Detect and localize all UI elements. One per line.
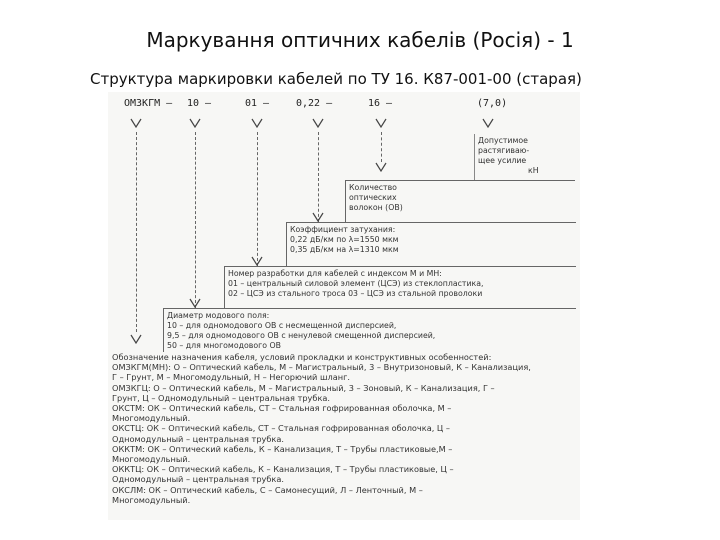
code-part-mode-field: 10 — (187, 98, 212, 109)
description-line: Многомодульный. (112, 454, 191, 465)
design-line: 02 – ЦСЭ из стального троса 03 – ЦСЭ из стальной проволоки (228, 289, 483, 298)
arrow-down-icon (189, 298, 201, 308)
tension-box (474, 134, 570, 180)
fibers-line: оптических (349, 193, 397, 202)
attenuation-line: 0,35 дБ/км на λ=1310 мкм (290, 245, 399, 254)
arrow-down-icon (189, 118, 201, 128)
mode-diameter-line: 10 – для одномодового ОВ с несмещенной дисперсией, (167, 321, 397, 330)
design-line: Номер разработки для кабелей с индексом М и МН: (228, 269, 442, 278)
arrow-down-icon (312, 212, 324, 222)
slide-title: Маркування оптичних кабелів (Росія) - 1 (146, 28, 574, 52)
mode-diameter-line: Диаметр модового поля: (167, 311, 270, 320)
fibers-line: волокон (ОВ) (349, 203, 403, 212)
connector-line (195, 132, 196, 308)
mode-diameter-line: 9,5 – для одномодового ОВ с ненулевой смещенной дисперсией, (167, 331, 436, 340)
description-line: Одномодульный – центральная трубка. (112, 433, 284, 444)
description-line: Одномодульный – центральная трубка. (112, 474, 284, 485)
description-line: ОМЗКГЦ: О – Оптический кабель, М – Магистральный, 3 – Зоновый, К – Канализация, Г – (112, 382, 495, 393)
design-box (224, 266, 576, 308)
mode-diameter-line: 50 – для многомодового ОВ (167, 341, 281, 350)
description-line: Многомодульный. (112, 494, 191, 505)
description-line: Обозначение назначения кабеля, условий прокладки и конструктивных особенностей: (112, 352, 492, 362)
code-part-attenuation: 0,22 — (296, 98, 333, 109)
fibers-box (345, 180, 575, 222)
description-line: Грунт, Ц – Одномодульный – центральная трубка. (112, 392, 331, 403)
connector-line (381, 132, 382, 162)
description-line: ОККТЦ: ОК – Оптический кабель, К – Канализация, Т – Трубы пластиковые, Ц – (112, 464, 454, 475)
connector-line (318, 132, 319, 222)
connector-line (136, 132, 137, 332)
connector-line (257, 132, 258, 266)
code-part-tension: (7,0) (477, 98, 508, 109)
arrow-down-icon (251, 256, 263, 266)
code-part-fibers: 16 — (368, 98, 393, 109)
attenuation-box (286, 222, 576, 266)
fibers-line: Количество (349, 183, 397, 192)
description-line: ОККТМ: ОК – Оптический кабель, К – Канализация, Т – Трубы пластиковые,М – (112, 443, 453, 454)
code-part-cable-type: ОМЗКГМ — (124, 98, 173, 109)
design-line: 01 – центральный силовой элемент (ЦСЭ) из стеклопластика, (228, 279, 484, 288)
arrow-down-icon (482, 118, 494, 128)
slide-subtitle: Структура маркировки кабелей по ТУ 16. К87-001-00 (старая) (90, 70, 582, 88)
description-line: Многомодульный. (112, 413, 191, 424)
tension-line: кН (528, 166, 539, 175)
description-line: ОКСТМ: ОК – Оптический кабель, СТ – Стальная гофрированная оболочка, М – (112, 403, 452, 414)
arrow-down-icon (130, 334, 142, 344)
tension-line: Допустимое (478, 136, 528, 145)
code-part-design: 01 — (245, 98, 270, 109)
arrow-down-icon (375, 118, 387, 128)
attenuation-line: Коэффициент затухания: (290, 225, 396, 234)
arrow-down-icon (130, 118, 142, 128)
designation-description (112, 352, 578, 505)
mode-diameter-box (163, 308, 576, 352)
description-line: ОМЗКГМ(МН): О – Оптический кабель, М – Магистральный, 3 – Внутризоновый, К – Канализация, (112, 362, 531, 373)
arrow-down-icon (375, 162, 387, 172)
arrow-down-icon (312, 118, 324, 128)
description-line: ОКСЛМ: ОК – Оптический кабель, С – Самонесущий, Л – Ленточный, М – (112, 484, 423, 495)
description-line: ОКСТЦ: ОК – Оптический кабель, СТ – Стальная гофрированная оболочка, Ц – (112, 423, 450, 434)
description-line: Г – Грунт, М – Многомодульный, Н – Негорючий шланг. (112, 372, 350, 383)
tension-line: щее усилие (478, 156, 527, 165)
attenuation-line: 0,22 дБ/км по λ=1550 мкм (290, 235, 399, 244)
arrow-down-icon (251, 118, 263, 128)
tension-line: растягиваю- (478, 146, 530, 155)
